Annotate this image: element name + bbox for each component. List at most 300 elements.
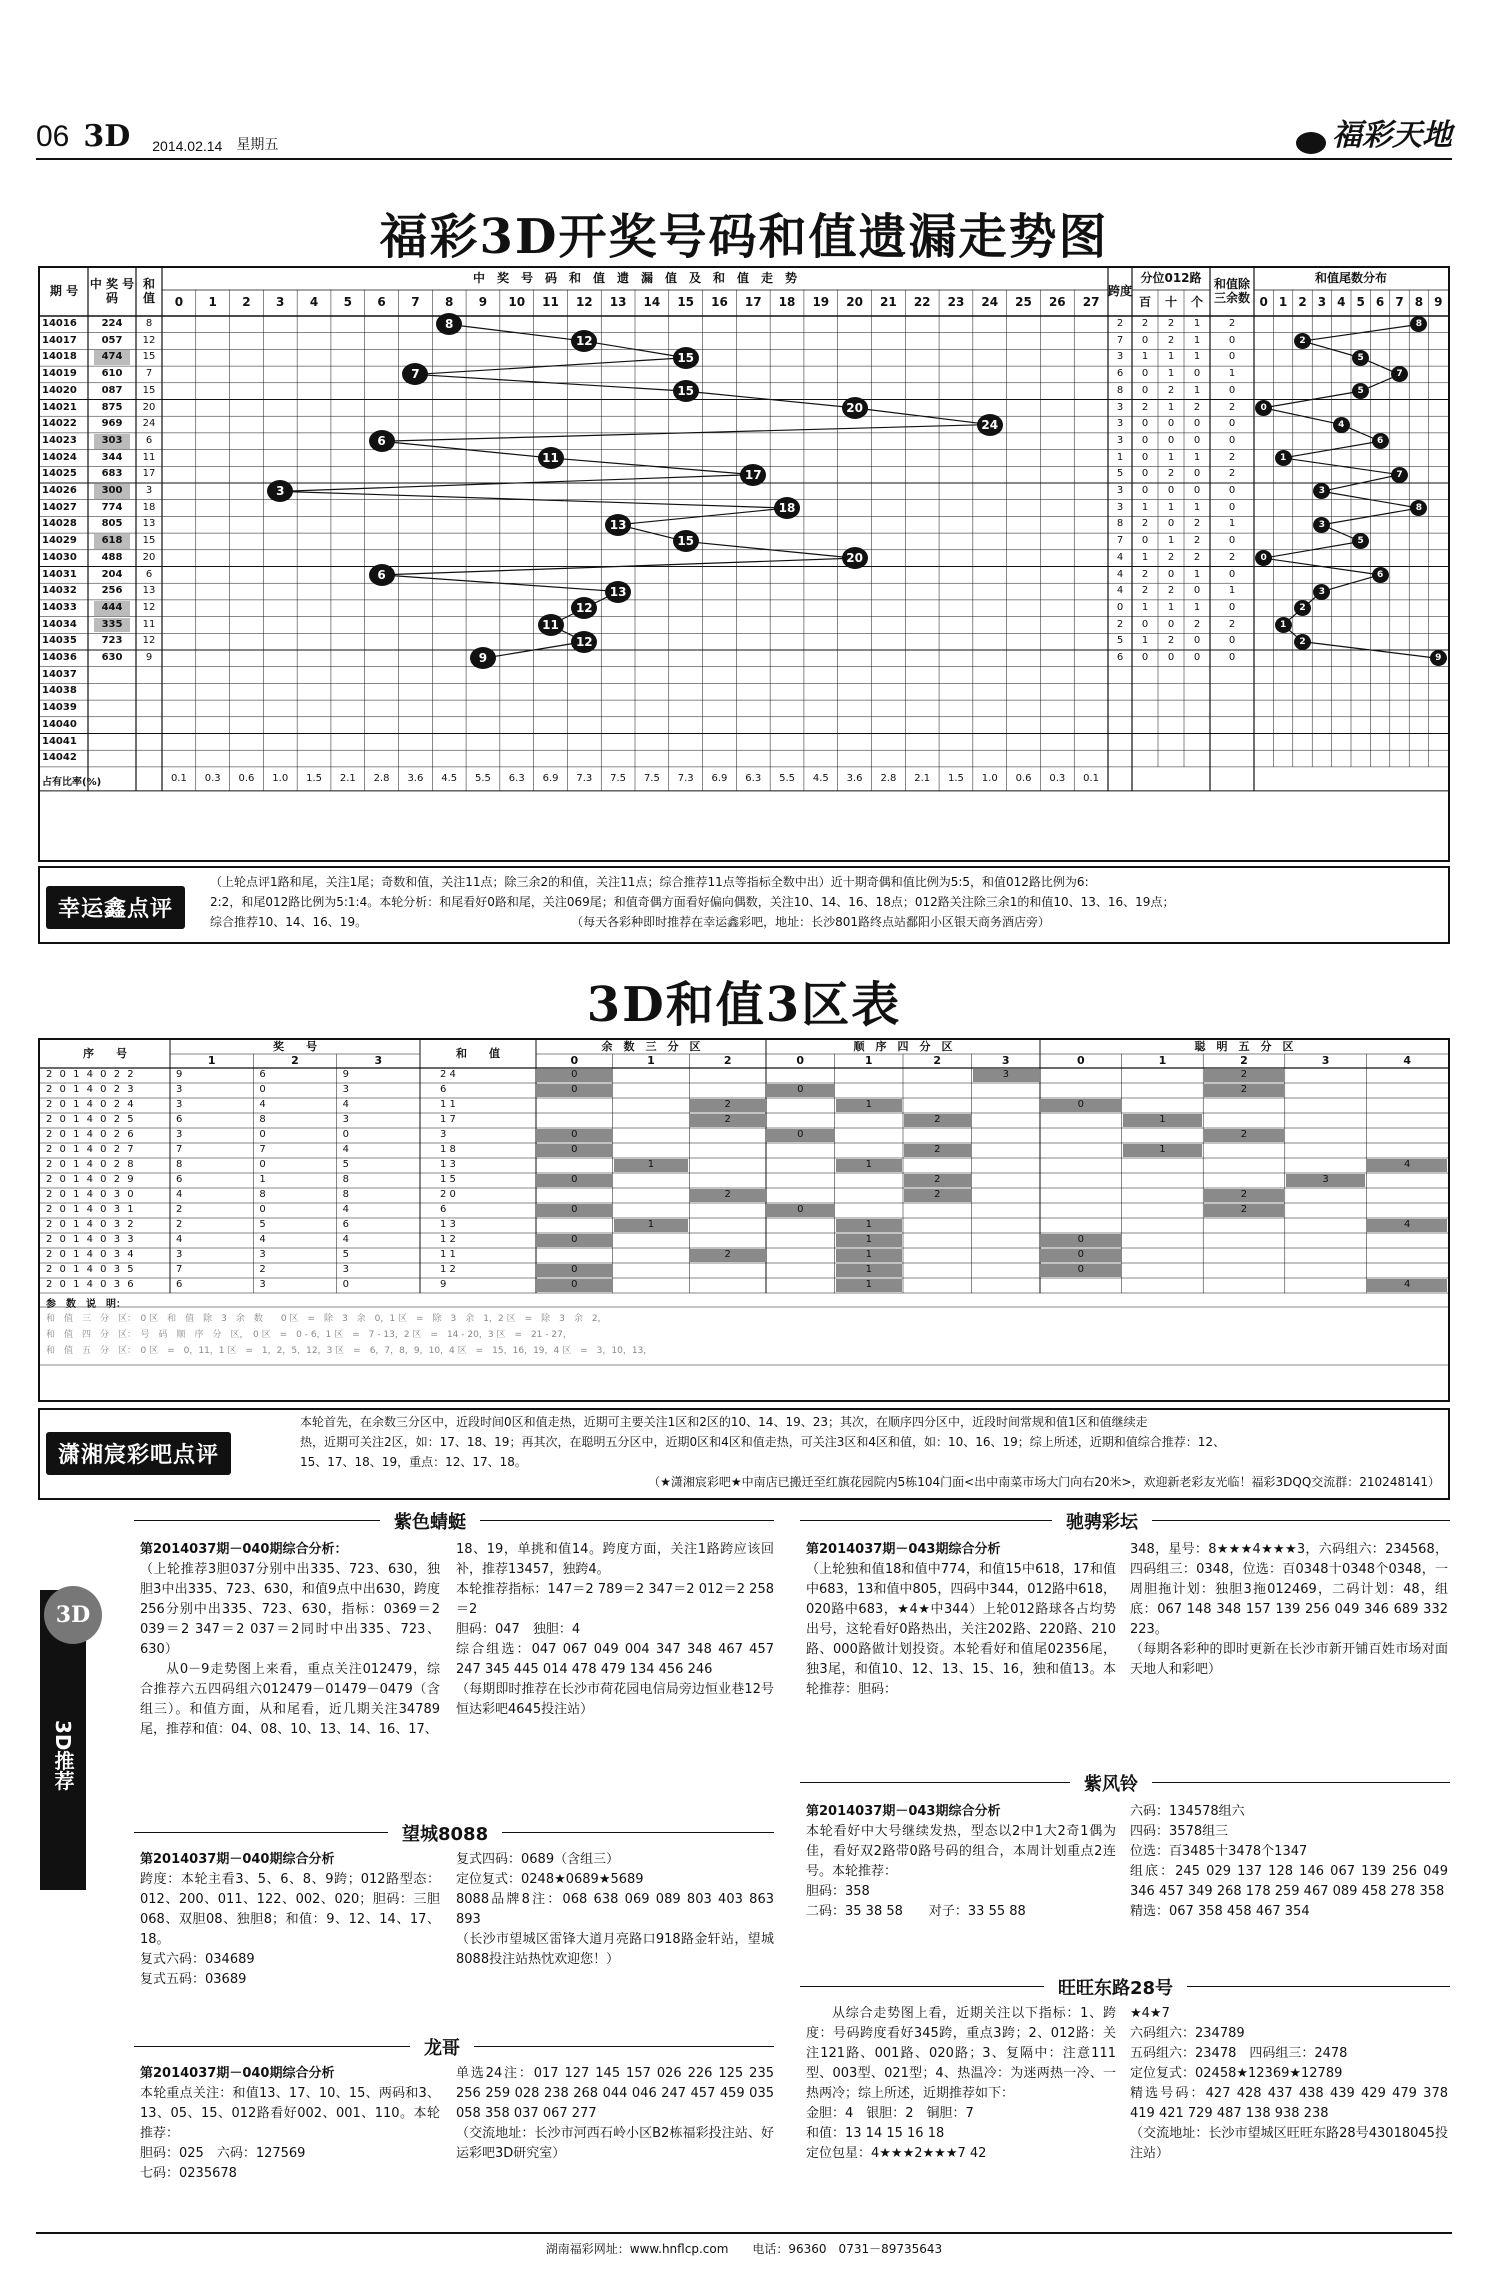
row-digit: 0	[342, 1279, 350, 1290]
sum-marker: 13	[605, 514, 631, 536]
longge-para: 胆码：025 六码：127569	[140, 2146, 306, 2161]
wangwang-para: （交流地址：长沙市望城区旺旺东路28号43018045投注站）	[1130, 2126, 1448, 2161]
wangcheng-issue: 第2014037期－040期综合分析	[140, 1852, 335, 1867]
row-012: 2	[1167, 318, 1175, 329]
zone5-mark	[1204, 1189, 1284, 1202]
zone5-mark	[1123, 1144, 1203, 1157]
row-sum: 1 7	[440, 1114, 456, 1125]
zone4-mark	[836, 1249, 903, 1262]
sum-axis-tick: 9	[478, 295, 488, 310]
zise-para: （每期即时推荐在长沙市荷花园电信局旁边恒业巷12号恒达彩吧4645投注站）	[456, 1682, 774, 1717]
ratio-value: 1.0	[272, 772, 289, 784]
tail-marker: 2	[1294, 600, 1311, 616]
row-012: 0	[1141, 384, 1149, 396]
zifengling-para: 精选：067 358 458 467 354	[1130, 1904, 1310, 1919]
row-digit: 3	[176, 1084, 183, 1095]
sum-axis-tick: 8	[444, 295, 454, 310]
ratio-value: 3.6	[846, 772, 863, 784]
row-digit: 8	[342, 1174, 350, 1185]
row-number: 335	[94, 618, 130, 633]
wangwang-para: 和值：13 14 15 16 18	[806, 2126, 945, 2141]
zone3-mark	[690, 1114, 765, 1127]
row-012: 2	[1141, 518, 1149, 530]
row-issue: 14041	[42, 735, 77, 747]
row-012: 1	[1193, 318, 1201, 329]
ratio-label: 占有比率(%)	[42, 776, 102, 788]
col-header-tail: 和值尾数分布	[1314, 271, 1387, 286]
sum-axis-tick: 24	[981, 295, 999, 310]
page-footer: 湖南福彩网址：www.hnflcp.com 电话：96360 0731－89735643	[36, 2232, 1452, 2257]
row-issue: 14038	[42, 685, 77, 697]
zifengling-para: 位选：百3485十3478个1347	[1130, 1844, 1308, 1859]
zone4-mark	[836, 1219, 903, 1232]
row-digit: 0	[259, 1129, 266, 1140]
row-digit: 0	[259, 1159, 266, 1170]
zise-para: 本轮推荐指标：147＝2 789＝2 347＝2 012＝2 258＝2	[456, 1582, 774, 1617]
zone4-mark	[904, 1189, 971, 1202]
row-mod3: 2	[1228, 468, 1236, 480]
sum-marker: 20	[842, 547, 868, 569]
row-issue: 2 0 1 4 0 3 1	[46, 1204, 136, 1215]
zone-value: 1	[865, 1279, 872, 1290]
zone5-mark	[1041, 1249, 1121, 1262]
sum-axis-tick: 16	[711, 295, 728, 310]
wangcheng-para: 复式五码：03689	[140, 1972, 247, 1987]
wangcheng-para: （长沙市望城区雷锋大道月亮路口918路金轩站，望城8088投注站热忱欢迎您！）	[456, 1932, 774, 1967]
row-digit: 5	[342, 1249, 350, 1260]
sub-header: 2	[291, 1053, 299, 1067]
row-issue: 2 0 1 4 0 3 6	[46, 1279, 136, 1290]
sum-marker: 12	[571, 597, 597, 619]
row-issue: 14023	[42, 434, 77, 446]
tail-axis-tick: 0	[1259, 295, 1268, 310]
col-header-shi: 十	[1164, 295, 1177, 310]
row-digit: 8	[259, 1114, 266, 1125]
zone-value: 0	[571, 1144, 578, 1155]
row-sum: 6	[145, 434, 153, 446]
sum-marker: 11	[538, 447, 564, 469]
row-sum: 1 3	[440, 1159, 456, 1170]
tail-axis-tick: 3	[1317, 295, 1327, 310]
row-span: 5	[1116, 468, 1124, 480]
row-digit: 3	[176, 1099, 183, 1110]
tail-axis-tick: 8	[1414, 295, 1424, 310]
row-012: 1	[1141, 601, 1149, 613]
ratio-value: 0.6	[238, 772, 255, 784]
comment2-line: （★潇湘宸彩吧★中南店已搬迁至红旗花园院内5栋104门面<出中南菜市场大门向右20米>，欢迎新老彩友光临！福彩3DQQ交流群：210248141）	[648, 1475, 1440, 1489]
row-012: 0	[1141, 418, 1149, 430]
row-012: 0	[1193, 434, 1201, 446]
row-issue: 2 0 1 4 0 2 4	[46, 1099, 136, 1110]
chiping-col1	[806, 1540, 1116, 1700]
longge-para: 本轮重点关注：和值13、17、10、15、两码和3、13、05、15、012路看好002、001、110。本轮推荐：	[140, 2086, 440, 2141]
wangcheng-para: 定位复式：0248★0689★5689	[456, 1872, 644, 1887]
zifengling-issue: 第2014037期－043期综合分析	[806, 1804, 1001, 1819]
zone4-mark	[767, 1204, 834, 1217]
col-header-span: 跨度	[1108, 284, 1133, 299]
zone-value: 0	[571, 1204, 578, 1215]
ratio-value: 2.8	[373, 772, 390, 784]
row-012: 2	[1167, 384, 1175, 396]
section-title-chiping: 驰骋彩坛	[1052, 1508, 1152, 1534]
zise-issue: 第2014037期－040期综合分析：	[140, 1542, 348, 1557]
zifengling-para: 本轮看好中大号继续发热，型态以2中1大2奇1偶为佳，看好双2路带0路号码的组合，本周计划重点2连号。本轮推荐：	[806, 1824, 1116, 1879]
zone-value: 0	[797, 1084, 804, 1095]
row-mod3: 0	[1228, 601, 1236, 613]
wangwang-para: 定位包星：4★★★2★★★7 42	[806, 2146, 987, 2161]
row-sum: 9	[145, 652, 153, 663]
longge-col1	[140, 2064, 440, 2184]
ratio-value: 1.5	[306, 772, 322, 784]
zone-value: 0	[1077, 1099, 1084, 1110]
tail-marker: 3	[1313, 517, 1330, 533]
sum-marker: 15	[673, 530, 699, 552]
brand-name: 福彩天地	[1332, 118, 1452, 153]
row-012: 1	[1193, 601, 1201, 613]
row-sum: 2 4	[440, 1069, 456, 1080]
zone3-mark	[537, 1234, 612, 1247]
row-012: 0	[1193, 368, 1201, 380]
sum-axis-tick: 22	[913, 295, 931, 310]
tail-marker: 0	[1255, 550, 1272, 566]
row-digit: 4	[342, 1204, 350, 1215]
col-header-zone4: 顺 序 四 分 区	[853, 1039, 953, 1053]
sub-header: 0	[796, 1053, 805, 1067]
row-span: 3	[1116, 485, 1124, 496]
row-012: 1	[1193, 334, 1201, 346]
row-number: 630	[101, 652, 123, 663]
row-digit: 3	[342, 1264, 350, 1275]
row-number: 488	[101, 551, 123, 563]
tail-marker: 6	[1372, 433, 1389, 449]
sum-axis-tick: 17	[744, 295, 762, 310]
row-issue: 14033	[42, 601, 77, 613]
chiping-col2	[1130, 1540, 1448, 1680]
chiping-para: （上轮独和值18和值中774，和值15中618，17和值中683，13和值中805，四码中344，012路中618，020路中683，★4★中344）上轮012路球各占均势出号，这轮看好0路热出，关注202路、220路、210路、000路做计划投资。本轮看好和值尾02356尾，独3尾，和值10、12、13、15、16，独和值13。本轮推荐：胆码：	[806, 1562, 1116, 1697]
chiping-issue: 第2014037期－043期综合分析	[806, 1542, 1001, 1557]
zone5-mark	[1041, 1234, 1121, 1247]
row-sum: 11	[142, 451, 156, 463]
row-span: 8	[1116, 384, 1124, 396]
zifengling-para: 二码：35 38 58 对子：33 55 88	[806, 1904, 1026, 1919]
row-012: 1	[1167, 535, 1175, 547]
tail-axis-tick: 7	[1395, 295, 1404, 310]
sum-axis-tick: 4	[309, 295, 319, 310]
zone5-mark	[1367, 1219, 1447, 1232]
row-digit: 3	[259, 1279, 266, 1290]
comment2-line: 热，近期可关注2区，如：17、18、19；再其次，在聪明五分区中，近期0区和4区和值走热，可关注3区和4区和值，如：10、16、19；综上所述，近期和值综合推荐：12、	[300, 1435, 1226, 1449]
tail-marker: 5	[1352, 533, 1369, 549]
zone4-mark	[904, 1174, 971, 1187]
sum-axis-tick: 26	[1048, 295, 1066, 310]
row-issue: 14039	[42, 702, 77, 714]
ratio-value: 2.1	[914, 772, 931, 784]
page-number: 06	[36, 120, 70, 153]
zone4-mark	[836, 1234, 903, 1247]
zone4-mark	[836, 1279, 903, 1292]
row-digit: 6	[342, 1219, 350, 1230]
row-sum: 6	[440, 1204, 447, 1215]
ratio-value: 4.5	[812, 772, 829, 784]
wangwang-para: 五码组六：23478 四码组三：2478	[1130, 2046, 1348, 2061]
page-header	[36, 120, 1452, 160]
ratio-value: 0.3	[1049, 772, 1066, 784]
row-number: 969	[101, 418, 123, 430]
row-012: 0	[1193, 418, 1201, 430]
zone-value: 1	[865, 1264, 872, 1275]
zone-value: 0	[571, 1129, 578, 1140]
row-sum: 20	[142, 401, 156, 413]
row-mod3: 0	[1228, 351, 1236, 363]
row-number: 204	[101, 568, 123, 580]
zone-value: 3	[1322, 1174, 1329, 1185]
zifengling-para: 四码：3578组三	[1130, 1824, 1229, 1839]
sub-header: 2	[723, 1053, 732, 1067]
row-issue: 2 0 1 4 0 2 7	[46, 1144, 136, 1155]
zone3-mark	[614, 1219, 689, 1232]
row-number: 875	[101, 401, 123, 413]
row-mod3: 0	[1228, 535, 1236, 547]
row-digit: 3	[342, 1084, 350, 1095]
row-digit: 3	[259, 1249, 266, 1260]
zone4-mark	[767, 1129, 834, 1142]
ref-line: 和 值 三 分 区： 0 区 和 值 除 3 余 数 0 区 = 除 3 余 0，1 区 = 除 3 余 1，2 区 = 除 3 余 2，	[46, 1314, 607, 1324]
ratio-value: 5.5	[779, 772, 795, 784]
zone-value: 0	[571, 1264, 578, 1275]
row-012: 2	[1193, 618, 1201, 630]
row-012: 1	[1167, 451, 1175, 463]
row-012: 0	[1141, 434, 1149, 446]
zone-value: 1	[865, 1159, 872, 1170]
chiping-para: 348，星号：8★★★4★★★3，六码组六：234568，四码组三：0348，位选：百0348十0348个0348，一周胆拖计划：独胆3拖012469，二码计划：48，组底：067 148 348 157 139 256 049 346 689 332 223。	[1130, 1542, 1448, 1637]
row-issue: 14028	[42, 518, 77, 530]
row-issue: 2 0 1 4 0 2 3	[46, 1084, 136, 1095]
sub-header: 2	[933, 1053, 942, 1067]
row-012: 1	[1167, 401, 1175, 413]
sub-header: 0	[1076, 1053, 1085, 1067]
wangwang-col1	[806, 2004, 1116, 2164]
row-mod3: 1	[1228, 368, 1236, 380]
row-mod3: 0	[1228, 418, 1236, 430]
zone-value: 2	[1240, 1129, 1248, 1140]
row-span: 6	[1116, 652, 1124, 663]
row-sum: 6	[145, 568, 153, 580]
zone-value: 2	[934, 1144, 941, 1155]
row-sum: 17	[142, 468, 156, 480]
comment1-line: （上轮点评1路和尾，关注1尾；奇数和值，关注11点；除三余2的和值，关注11点；综合推荐11点等指标全数中出）近十期奇偶和值比例为5:5，和值012路比例为6:	[210, 875, 1089, 889]
row-012: 2	[1167, 468, 1175, 480]
wangcheng-para: 跨度：本轮主看3、5、6、8、9跨；012路型态：012、200、011、122、002、020；胆码：三胆068、双胆08、独胆8；和值：9、12、14、17、18。	[140, 1872, 440, 1947]
ratio-value: 2.8	[880, 772, 897, 784]
ratio-value: 5.5	[475, 772, 491, 784]
row-sum: 3	[145, 485, 153, 496]
sum-marker: 15	[673, 347, 699, 369]
tail-marker: 7	[1391, 467, 1408, 483]
ratio-value: 6.3	[508, 772, 525, 784]
zone3-mark	[537, 1264, 612, 1277]
longge-para: （交流地址：长沙市河西石岭小区B2栋福彩投注站、好运彩吧3D研究室）	[456, 2126, 774, 2161]
ratio-value: 7.5	[643, 772, 660, 784]
wangcheng-para: 8088品牌8注：068 638 069 089 803 403 863 893	[456, 1892, 774, 1927]
row-issue: 2 0 1 4 0 2 9	[46, 1174, 136, 1185]
row-012: 0	[1141, 468, 1149, 480]
row-012: 0	[1141, 334, 1149, 346]
row-sum: 2 0	[440, 1189, 456, 1200]
tail-marker: 2	[1294, 634, 1311, 650]
zone-value: 0	[571, 1084, 578, 1095]
zone5-mark	[1367, 1279, 1447, 1292]
zone3-mark	[537, 1069, 612, 1082]
3d-ball-icon: 3D	[44, 1586, 102, 1644]
row-number: 256	[101, 585, 123, 597]
row-sum: 9	[440, 1279, 447, 1290]
row-mod3: 2	[1228, 551, 1236, 563]
zone5-mark	[1286, 1174, 1366, 1187]
ratio-value: 6.3	[745, 772, 762, 784]
row-sum: 1 2	[440, 1264, 456, 1275]
row-span: 4	[1116, 585, 1124, 597]
tail-marker: 6	[1372, 567, 1389, 583]
sub-header: 3	[1321, 1053, 1330, 1067]
row-number: 344	[101, 451, 123, 463]
col-header-012: 分位012路	[1140, 271, 1202, 286]
col-header-ge: 个	[1190, 295, 1203, 310]
side-badge: 3D推荐	[51, 1720, 75, 1791]
comment1-tag: 幸运鑫点评	[46, 886, 185, 929]
sub-header: 0	[570, 1053, 579, 1067]
row-digit: 9	[342, 1069, 350, 1080]
comment2-text	[300, 1412, 1440, 1492]
row-012: 0	[1167, 434, 1175, 446]
zone5-mark	[1204, 1204, 1284, 1217]
sum-marker: 12	[571, 631, 597, 653]
sum-marker: 18	[774, 497, 800, 519]
row-issue: 2 0 1 4 0 3 3	[46, 1234, 136, 1245]
row-issue: 14020	[42, 384, 77, 396]
zone3-mark	[690, 1189, 765, 1202]
row-mod3: 0	[1228, 568, 1236, 580]
row-span: 4	[1116, 568, 1124, 580]
row-issue: 14021	[42, 401, 77, 413]
wangwang-col2	[1130, 2004, 1448, 2164]
row-sum: 8	[145, 318, 153, 329]
ref-label: 参 数 说 明：	[46, 1299, 126, 1310]
chart1-title: 福彩3D开奖号码和值遗漏走势图	[379, 209, 1109, 265]
row-digit: 8	[342, 1189, 350, 1200]
zone-value: 3	[1002, 1069, 1009, 1080]
row-012: 0	[1193, 635, 1201, 647]
tail-axis-tick: 5	[1356, 295, 1365, 310]
sum-marker: 8	[436, 313, 462, 335]
zone-value: 0	[571, 1234, 578, 1245]
sub-header: 1	[864, 1053, 873, 1067]
row-issue: 14042	[42, 752, 77, 764]
row-012: 1	[1193, 451, 1201, 463]
row-issue: 14024	[42, 451, 77, 463]
brand-mark-icon	[1296, 132, 1326, 154]
tail-axis-tick: 9	[1434, 295, 1443, 310]
zise-col2	[456, 1540, 774, 1720]
sum-axis-tick: 12	[575, 295, 593, 310]
sum-marker: 15	[673, 380, 699, 402]
row-sum: 1 2	[440, 1234, 456, 1245]
col-header-sum: 和 值	[142, 277, 155, 305]
row-number: 224	[101, 318, 123, 329]
row-012: 0	[1193, 652, 1201, 663]
zone4-mark	[973, 1069, 1040, 1082]
zone-value: 0	[1077, 1264, 1084, 1275]
row-digit: 6	[259, 1069, 266, 1080]
zone3-mark	[537, 1204, 612, 1217]
section-title-wangwang: 旺旺东路28号	[1044, 1974, 1187, 2000]
zone5-mark	[1041, 1264, 1121, 1277]
zise-col1	[140, 1540, 440, 1740]
row-number: 723	[101, 635, 123, 647]
row-mod3: 0	[1228, 652, 1236, 663]
zone-value: 1	[1159, 1114, 1166, 1125]
tail-axis-tick: 4	[1337, 295, 1346, 310]
row-sum: 18	[142, 501, 156, 513]
row-span: 6	[1116, 368, 1124, 380]
row-span: 1	[1116, 451, 1124, 463]
zone-value: 0	[571, 1174, 578, 1185]
wangwang-para: ★4★7	[1130, 2006, 1170, 2021]
row-012: 1	[1193, 384, 1201, 396]
row-012: 0	[1167, 518, 1175, 530]
tail-axis-tick: 2	[1298, 295, 1307, 310]
zone-value: 4	[1404, 1219, 1411, 1230]
zone-value: 1	[647, 1219, 655, 1230]
row-digit: 4	[342, 1144, 350, 1155]
row-012: 2	[1141, 401, 1149, 413]
row-012: 0	[1167, 418, 1175, 430]
zise-para: 从0－9走势图上来看，重点关注012479，综合推荐六五四码组六012479－01479－0479（含组三）。和值方面，从和尾看，近几期关注34789尾，推荐和值：04、08、10、13、14、16、17、	[140, 1662, 440, 1737]
row-issue: 2 0 1 4 0 3 5	[46, 1264, 136, 1275]
row-012: 0	[1141, 535, 1149, 547]
row-issue: 2 0 1 4 0 2 5	[46, 1114, 136, 1125]
ratio-value: 0.1	[170, 772, 187, 784]
zone-value: 0	[571, 1069, 578, 1080]
row-digit: 4	[259, 1099, 266, 1110]
row-sum: 6	[440, 1084, 447, 1095]
col-header-sum: 和 值	[456, 1046, 500, 1060]
sum-axis-tick: 13	[609, 295, 627, 310]
row-sum: 1 1	[440, 1249, 456, 1260]
zone4-mark	[836, 1099, 903, 1112]
tail-marker: 7	[1391, 366, 1408, 382]
row-digit: 6	[176, 1114, 183, 1125]
wangcheng-para: 复式四码：0689（含组三）	[456, 1852, 620, 1867]
zone3-mark	[690, 1099, 765, 1112]
row-span: 4	[1116, 551, 1124, 563]
tail-marker: 5	[1352, 383, 1369, 399]
zone3-mark	[537, 1084, 612, 1097]
row-span: 0	[1116, 601, 1124, 613]
row-012: 1	[1141, 551, 1149, 563]
row-012: 2	[1167, 585, 1175, 597]
zone-value: 2	[934, 1189, 941, 1200]
sum-axis-tick: 7	[411, 295, 420, 310]
zone-value: 4	[1404, 1279, 1411, 1290]
tail-marker: 1	[1275, 617, 1292, 633]
row-mod3: 1	[1228, 518, 1236, 530]
zone-value: 1	[1159, 1144, 1166, 1155]
row-digit: 4	[342, 1099, 350, 1110]
row-012: 1	[1193, 351, 1201, 363]
tail-axis-tick: 1	[1278, 295, 1288, 310]
ratio-value: 7.5	[610, 772, 627, 784]
zone-value: 2	[724, 1249, 731, 1260]
